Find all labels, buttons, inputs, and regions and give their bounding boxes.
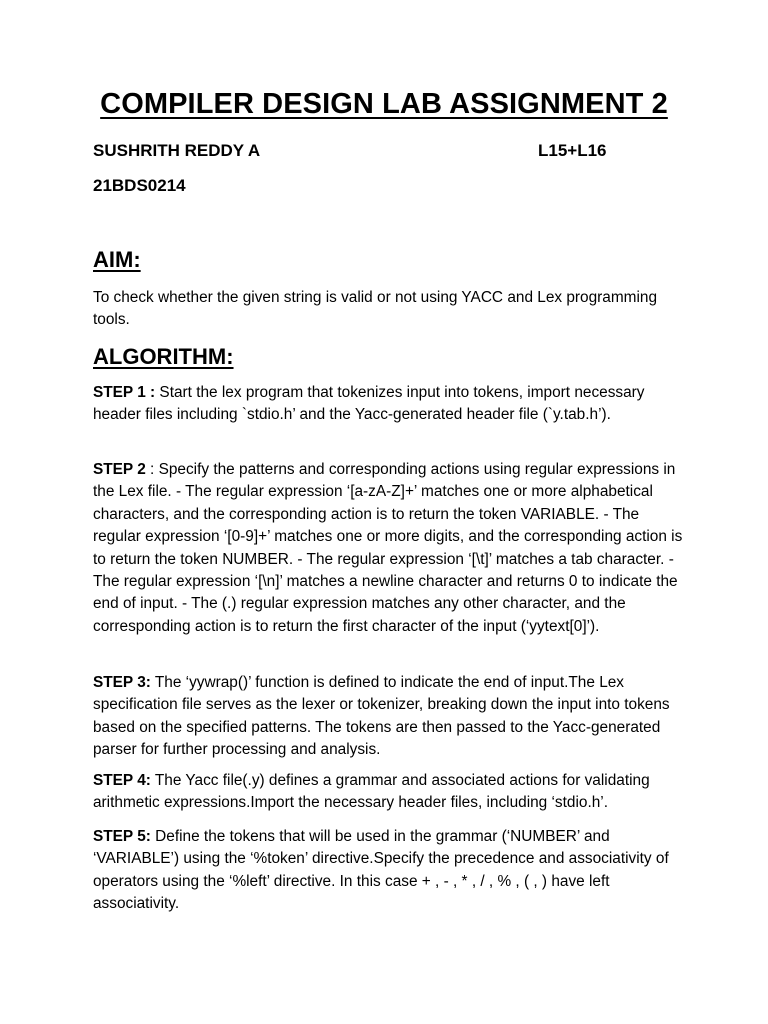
aim-text: To check whether the given string is valid or not using YACC and Lex programming tools. <box>93 289 658 329</box>
page-title: COMPILER DESIGN LAB ASSIGNMENT 2 <box>100 88 668 120</box>
step-4 <box>93 770 683 815</box>
step-4-label: STEP 4: <box>93 772 151 789</box>
author-name: SUSHRITH REDDY A <box>93 141 261 160</box>
registration-number: 21BDS0214 <box>93 176 186 195</box>
aim-heading: AIM: <box>93 247 141 272</box>
step-2 <box>93 459 683 638</box>
step-3-label: STEP 3: <box>93 674 151 691</box>
step-1-text: Start the lex program that tokenizes input into tokens, import necessary header files including `stdio.h’ and the Yacc-generated header file (`y.tab.h’). <box>93 384 645 424</box>
step-1 <box>93 382 683 427</box>
step-2-label: STEP 2 <box>93 461 146 478</box>
step-5-text: Define the tokens that will be used in the grammar (‘NUMBER’ and ‘VARIABLE’) using the ‘%token’ directive.Specify the precedence and associativity of operators using the ‘%left’ directive. In this case + , - , * , / , % , ( , ) have left associativity. <box>93 828 669 913</box>
step-5-label: STEP 5: <box>93 828 151 845</box>
step-3 <box>93 672 683 762</box>
step-2-text: : Specify the patterns and corresponding actions using regular expressions in the Lex file. - The regular expression ‘[a-zA-Z]+’ matches one or more alphabetical characters, and the corresponding action is to return the token VARIABLE. - The regular expression ‘[0-9]+’ matches one or more digits, and the corresponding action is to return the token NUMBER. - The regular expression ‘[\t]’ matches a tab character. - The regular expression ‘[\n]’ matches a newline character and returns 0 to indicate the end of input. - The (.) regular expression matches any other character, and the corresponding action is to return the first character of the input (‘yytext[0]’). <box>93 461 683 635</box>
step-4-text: The Yacc file(.y) defines a grammar and associated actions for validating arithmetic expressions.Import the necessary header files, including ‘stdio.h’. <box>93 772 650 812</box>
lab-slot: L15+L16 <box>538 141 607 160</box>
step-3-text: The ‘yywrap()’ function is defined to indicate the end of input.The Lex specification file serves as the lexer or tokenizer, breaking down the input into tokens based on the specified patterns. The tokens are then passed to the Yacc-generated parser for further processing and analysis. <box>93 674 670 759</box>
step-1-label: STEP 1 : <box>93 384 156 401</box>
algorithm-heading: ALGORITHM: <box>93 344 234 369</box>
step-5 <box>93 826 683 916</box>
